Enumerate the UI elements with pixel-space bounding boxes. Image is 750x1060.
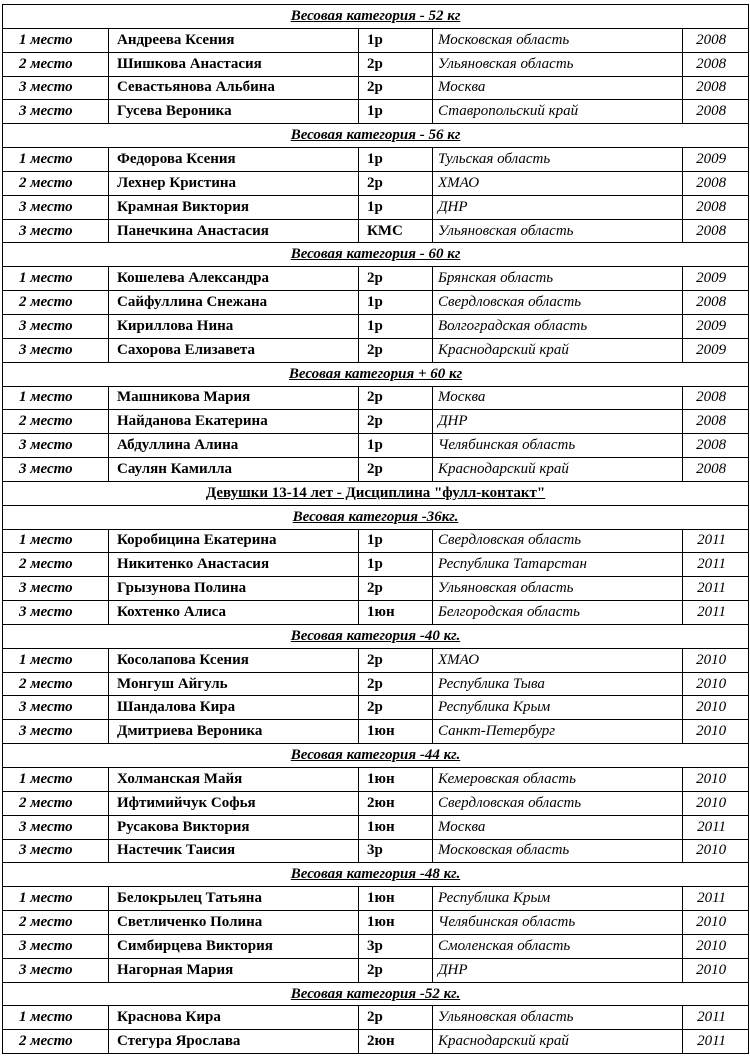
weight-category-row <box>3 124 749 148</box>
athlete-name-cell: Русакова Виктория <box>109 815 359 839</box>
region-cell: Кемеровская область <box>433 768 683 792</box>
birth-year-cell: 2008 <box>683 28 749 52</box>
rank-cell: 1юн <box>359 911 433 935</box>
result-row <box>3 791 749 815</box>
region-cell: Краснодарский край <box>433 458 683 482</box>
place-cell: 2 место <box>3 1030 109 1054</box>
place-cell: 2 место <box>3 911 109 935</box>
birth-year-cell: 2011 <box>683 1006 749 1030</box>
rank-cell: 2р <box>359 458 433 482</box>
rank-cell: 1р <box>359 529 433 553</box>
athlete-name-cell: Дмитриева Вероника <box>109 720 359 744</box>
result-row <box>3 314 749 338</box>
birth-year-cell: 2008 <box>683 100 749 124</box>
birth-year-cell: 2008 <box>683 195 749 219</box>
athlete-name-cell: Настечик Таисия <box>109 839 359 863</box>
region-cell: ДНР <box>433 958 683 982</box>
weight-category-title: Весовая категория + 60 кг <box>3 362 749 386</box>
place-cell: 1 место <box>3 148 109 172</box>
place-cell: 1 место <box>3 887 109 911</box>
result-row <box>3 458 749 482</box>
rank-cell: 2р <box>359 648 433 672</box>
result-row <box>3 887 749 911</box>
results-table <box>2 4 749 1054</box>
birth-year-cell: 2008 <box>683 291 749 315</box>
rank-cell: 2р <box>359 672 433 696</box>
rank-cell: 2р <box>359 52 433 76</box>
birth-year-cell: 2011 <box>683 1030 749 1054</box>
region-cell: Ставропольский край <box>433 100 683 124</box>
rank-cell: 1юн <box>359 601 433 625</box>
birth-year-cell: 2008 <box>683 458 749 482</box>
rank-cell: 2р <box>359 76 433 100</box>
rank-cell: 1р <box>359 434 433 458</box>
result-row <box>3 839 749 863</box>
place-cell: 3 место <box>3 458 109 482</box>
athlete-name-cell: Андреева Ксения <box>109 28 359 52</box>
athlete-name-cell: Краснова Кира <box>109 1006 359 1030</box>
place-cell: 3 место <box>3 958 109 982</box>
birth-year-cell: 2008 <box>683 171 749 195</box>
birth-year-cell: 2009 <box>683 314 749 338</box>
birth-year-cell: 2008 <box>683 52 749 76</box>
rank-cell: 3р <box>359 934 433 958</box>
result-row <box>3 553 749 577</box>
place-cell: 2 место <box>3 791 109 815</box>
result-row <box>3 386 749 410</box>
rank-cell: 1юн <box>359 887 433 911</box>
athlete-name-cell: Сайфуллина Снежана <box>109 291 359 315</box>
region-cell: Краснодарский край <box>433 1030 683 1054</box>
place-cell: 3 место <box>3 696 109 720</box>
result-row <box>3 648 749 672</box>
athlete-name-cell: Кошелева Александра <box>109 267 359 291</box>
place-cell: 1 место <box>3 267 109 291</box>
place-cell: 2 место <box>3 672 109 696</box>
region-cell: Московская область <box>433 28 683 52</box>
place-cell: 2 место <box>3 291 109 315</box>
result-row <box>3 911 749 935</box>
place-cell: 3 место <box>3 577 109 601</box>
birth-year-cell: 2009 <box>683 338 749 362</box>
place-cell: 1 место <box>3 386 109 410</box>
result-row <box>3 100 749 124</box>
weight-category-row <box>3 624 749 648</box>
weight-category-title: Весовая категория - 52 кг <box>3 5 749 29</box>
result-row <box>3 958 749 982</box>
rank-cell: 2р <box>359 696 433 720</box>
athlete-name-cell: Стегура Ярослава <box>109 1030 359 1054</box>
weight-category-title: Весовая категория - 56 кг <box>3 124 749 148</box>
weight-category-title: Весовая категория -36кг. <box>3 505 749 529</box>
region-cell: Московская область <box>433 839 683 863</box>
rank-cell: 2р <box>359 386 433 410</box>
birth-year-cell: 2010 <box>683 934 749 958</box>
birth-year-cell: 2010 <box>683 672 749 696</box>
rank-cell: 1р <box>359 314 433 338</box>
rank-cell: 3р <box>359 839 433 863</box>
region-cell: ХМАО <box>433 171 683 195</box>
region-cell: Санкт-Петербург <box>433 720 683 744</box>
rank-cell: 1р <box>359 148 433 172</box>
athlete-name-cell: Светличенко Полина <box>109 911 359 935</box>
birth-year-cell: 2008 <box>683 386 749 410</box>
result-row <box>3 434 749 458</box>
region-cell: Волгоградская область <box>433 314 683 338</box>
place-cell: 1 место <box>3 648 109 672</box>
athlete-name-cell: Коробицина Екатерина <box>109 529 359 553</box>
athlete-name-cell: Никитенко Анастасия <box>109 553 359 577</box>
place-cell: 3 место <box>3 314 109 338</box>
rank-cell: 2р <box>359 958 433 982</box>
result-row <box>3 338 749 362</box>
athlete-name-cell: Монгуш Айгуль <box>109 672 359 696</box>
place-cell: 3 место <box>3 434 109 458</box>
rank-cell: 1юн <box>359 768 433 792</box>
result-row <box>3 672 749 696</box>
birth-year-cell: 2010 <box>683 768 749 792</box>
region-cell: Республика Тыва <box>433 672 683 696</box>
athlete-name-cell: Федорова Ксения <box>109 148 359 172</box>
rank-cell: 2р <box>359 1006 433 1030</box>
birth-year-cell: 2010 <box>683 648 749 672</box>
region-cell: Свердловская область <box>433 291 683 315</box>
place-cell: 3 место <box>3 601 109 625</box>
place-cell: 3 место <box>3 934 109 958</box>
place-cell: 3 место <box>3 219 109 243</box>
athlete-name-cell: Гусева Вероника <box>109 100 359 124</box>
athlete-name-cell: Нагорная Мария <box>109 958 359 982</box>
result-row <box>3 529 749 553</box>
result-row <box>3 148 749 172</box>
region-cell: Свердловская область <box>433 529 683 553</box>
weight-category-row <box>3 982 749 1006</box>
birth-year-cell: 2008 <box>683 76 749 100</box>
place-cell: 2 место <box>3 410 109 434</box>
athlete-name-cell: Севастьянова Альбина <box>109 76 359 100</box>
weight-category-title: Весовая категория - 60 кг <box>3 243 749 267</box>
weight-category-row <box>3 863 749 887</box>
birth-year-cell: 2009 <box>683 148 749 172</box>
athlete-name-cell: Симбирцева Виктория <box>109 934 359 958</box>
rank-cell: 1р <box>359 100 433 124</box>
region-cell: Республика Татарстан <box>433 553 683 577</box>
region-cell: Белгородская область <box>433 601 683 625</box>
place-cell: 1 место <box>3 28 109 52</box>
place-cell: 3 место <box>3 100 109 124</box>
region-cell: Ульяновская область <box>433 52 683 76</box>
place-cell: 1 место <box>3 768 109 792</box>
rank-cell: 2р <box>359 171 433 195</box>
result-row <box>3 720 749 744</box>
athlete-name-cell: Абдуллина Алина <box>109 434 359 458</box>
result-row <box>3 577 749 601</box>
region-cell: Смоленская область <box>433 934 683 958</box>
place-cell: 2 место <box>3 171 109 195</box>
birth-year-cell: 2008 <box>683 410 749 434</box>
birth-year-cell: 2011 <box>683 529 749 553</box>
rank-cell: 1р <box>359 291 433 315</box>
rank-cell: 1р <box>359 553 433 577</box>
result-row <box>3 219 749 243</box>
athlete-name-cell: Кириллова Нина <box>109 314 359 338</box>
weight-category-row <box>3 5 749 29</box>
rank-cell: 1р <box>359 195 433 219</box>
birth-year-cell: 2011 <box>683 553 749 577</box>
place-cell: 2 место <box>3 52 109 76</box>
division-title: Девушки 13-14 лет - Дисциплина "фулл-контакт" <box>3 481 749 505</box>
rank-cell: 1юн <box>359 720 433 744</box>
birth-year-cell: 2010 <box>683 911 749 935</box>
result-row <box>3 410 749 434</box>
result-row <box>3 601 749 625</box>
birth-year-cell: 2011 <box>683 815 749 839</box>
weight-category-row <box>3 362 749 386</box>
birth-year-cell: 2010 <box>683 791 749 815</box>
place-cell: 3 место <box>3 815 109 839</box>
region-cell: Москва <box>433 386 683 410</box>
region-cell: Тульская область <box>433 148 683 172</box>
place-cell: 3 место <box>3 338 109 362</box>
athlete-name-cell: Грызунова Полина <box>109 577 359 601</box>
birth-year-cell: 2010 <box>683 958 749 982</box>
place-cell: 3 место <box>3 720 109 744</box>
rank-cell: 2юн <box>359 791 433 815</box>
result-row <box>3 1030 749 1054</box>
birth-year-cell: 2008 <box>683 219 749 243</box>
result-row <box>3 696 749 720</box>
region-cell: Ульяновская область <box>433 577 683 601</box>
region-cell: Брянская область <box>433 267 683 291</box>
birth-year-cell: 2011 <box>683 887 749 911</box>
region-cell: Свердловская область <box>433 791 683 815</box>
place-cell: 3 место <box>3 76 109 100</box>
result-row <box>3 171 749 195</box>
region-cell: Республика Крым <box>433 696 683 720</box>
region-cell: Челябинская область <box>433 911 683 935</box>
rank-cell: 1р <box>359 28 433 52</box>
rank-cell: 1юн <box>359 815 433 839</box>
result-row <box>3 76 749 100</box>
athlete-name-cell: Сахорова Елизавета <box>109 338 359 362</box>
result-row <box>3 1006 749 1030</box>
birth-year-cell: 2009 <box>683 267 749 291</box>
athlete-name-cell: Найданова Екатерина <box>109 410 359 434</box>
region-cell: ХМАО <box>433 648 683 672</box>
result-row <box>3 267 749 291</box>
region-cell: Ульяновская область <box>433 1006 683 1030</box>
place-cell: 1 место <box>3 1006 109 1030</box>
birth-year-cell: 2011 <box>683 601 749 625</box>
athlete-name-cell: Машникова Мария <box>109 386 359 410</box>
athlete-name-cell: Шандалова Кира <box>109 696 359 720</box>
weight-category-title: Весовая категория -48 кг. <box>3 863 749 887</box>
region-cell: Челябинская область <box>433 434 683 458</box>
weight-category-row <box>3 505 749 529</box>
weight-category-title: Весовая категория -40 кг. <box>3 624 749 648</box>
rank-cell: 2р <box>359 338 433 362</box>
rank-cell: 2р <box>359 577 433 601</box>
athlete-name-cell: Крамная Виктория <box>109 195 359 219</box>
division-header-row <box>3 481 749 505</box>
athlete-name-cell: Косолапова Ксения <box>109 648 359 672</box>
result-row <box>3 28 749 52</box>
rank-cell: 2р <box>359 267 433 291</box>
region-cell: Краснодарский край <box>433 338 683 362</box>
rank-cell: 2р <box>359 410 433 434</box>
athlete-name-cell: Саулян Камилла <box>109 458 359 482</box>
athlete-name-cell: Холманская Майя <box>109 768 359 792</box>
athlete-name-cell: Ифтимийчук Софья <box>109 791 359 815</box>
birth-year-cell: 2010 <box>683 696 749 720</box>
place-cell: 1 место <box>3 529 109 553</box>
result-row <box>3 768 749 792</box>
result-row <box>3 291 749 315</box>
region-cell: Москва <box>433 815 683 839</box>
region-cell: Республика Крым <box>433 887 683 911</box>
region-cell: Москва <box>433 76 683 100</box>
rank-cell: 2юн <box>359 1030 433 1054</box>
athlete-name-cell: Кохтенко Алиса <box>109 601 359 625</box>
result-row <box>3 815 749 839</box>
weight-category-title: Весовая категория -44 кг. <box>3 744 749 768</box>
birth-year-cell: 2008 <box>683 434 749 458</box>
athlete-name-cell: Шишкова Анастасия <box>109 52 359 76</box>
birth-year-cell: 2010 <box>683 839 749 863</box>
region-cell: ДНР <box>433 410 683 434</box>
weight-category-row <box>3 744 749 768</box>
region-cell: ДНР <box>433 195 683 219</box>
birth-year-cell: 2010 <box>683 720 749 744</box>
place-cell: 3 место <box>3 839 109 863</box>
athlete-name-cell: Лехнер Кристина <box>109 171 359 195</box>
result-row <box>3 52 749 76</box>
results-table-body <box>3 5 749 1054</box>
weight-category-title: Весовая категория -52 кг. <box>3 982 749 1006</box>
place-cell: 2 место <box>3 553 109 577</box>
athlete-name-cell: Панечкина Анастасия <box>109 219 359 243</box>
weight-category-row <box>3 243 749 267</box>
result-row <box>3 195 749 219</box>
birth-year-cell: 2011 <box>683 577 749 601</box>
rank-cell: КМС <box>359 219 433 243</box>
athlete-name-cell: Белокрылец Татьяна <box>109 887 359 911</box>
region-cell: Ульяновская область <box>433 219 683 243</box>
result-row <box>3 934 749 958</box>
place-cell: 3 место <box>3 195 109 219</box>
